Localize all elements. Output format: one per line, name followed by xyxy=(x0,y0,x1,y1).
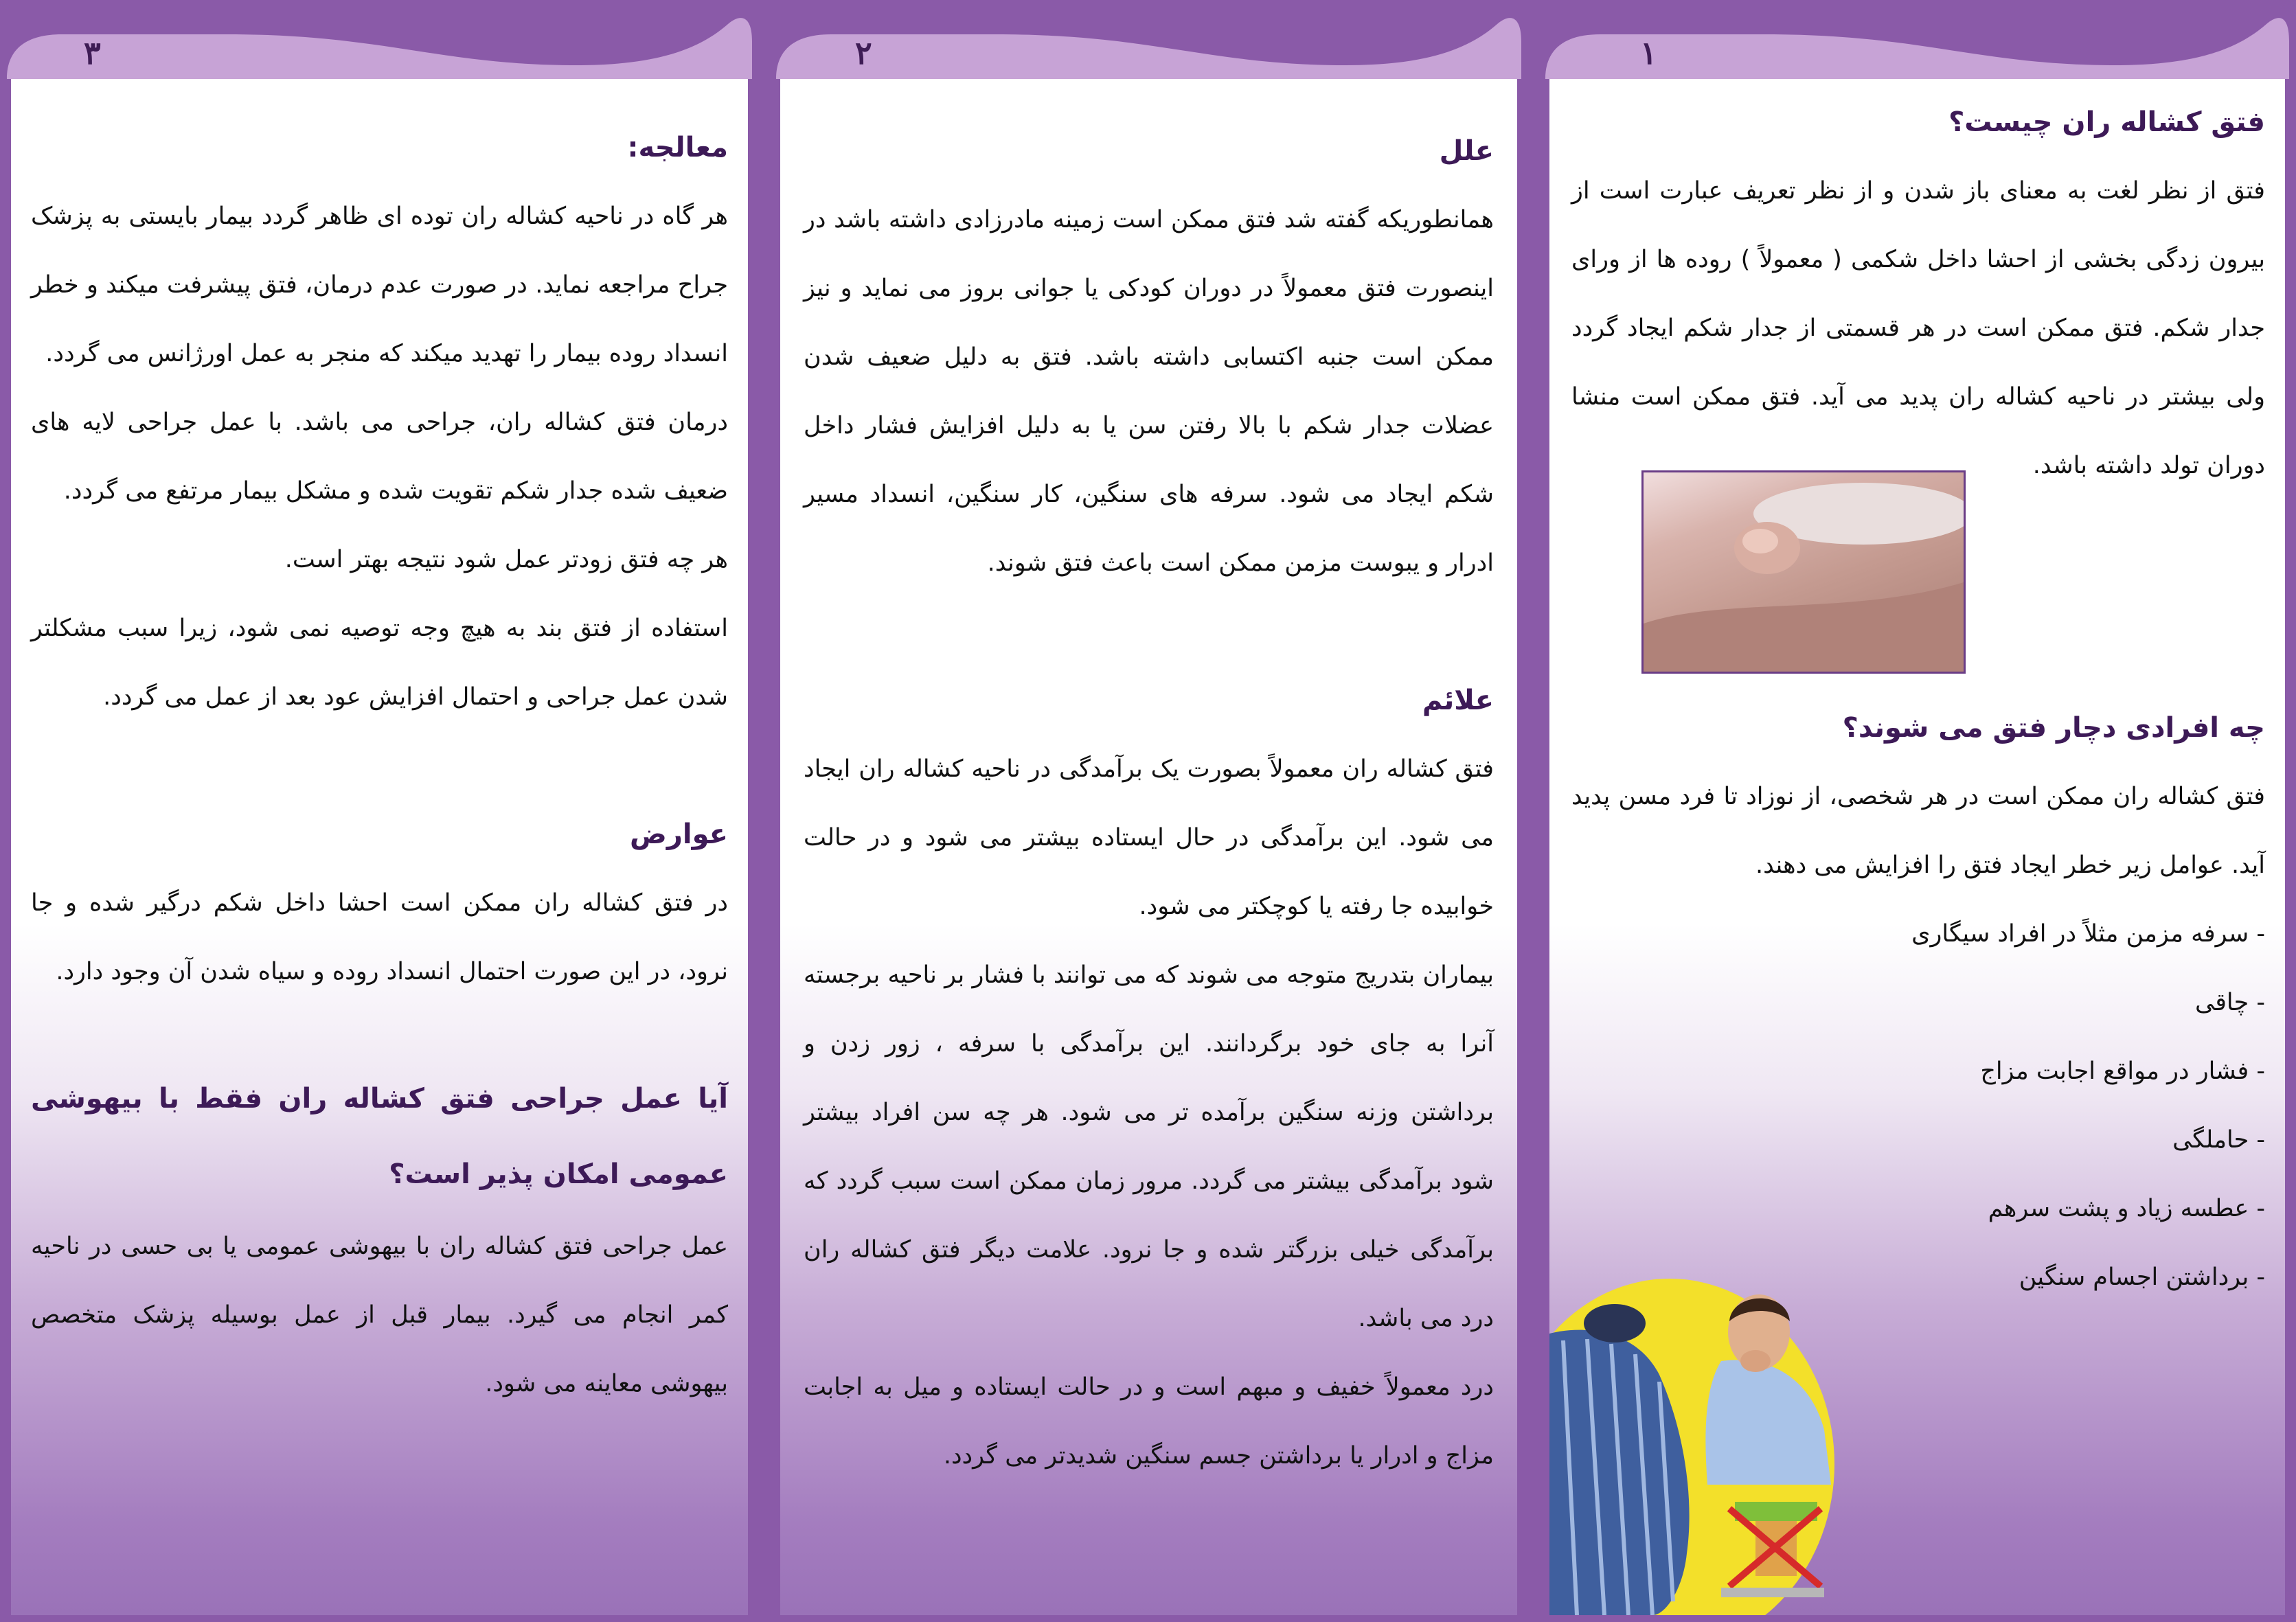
panel-page-1 xyxy=(1538,0,2296,1622)
risk-factor-item: - چاقی xyxy=(2195,989,2265,1016)
page-number: ۱ xyxy=(1640,34,1657,71)
who-paragraph: فتق کشاله ران ممکن است در هر شخصی، از نوزاد تا فرد مسن پدید آید. عوامل زیر خطر ایجاد فتق را افزایش می دهند. xyxy=(1571,783,2265,879)
intro-paragraph: فتق از نظر لغت به معنای باز شدن و از نظر تعریف عبارت است از بیرون زدگی بخشی از احشا داخل شکمی ( معمولاً ) روده ها از ورای جدار شکم. فتق ممکن است در هر قسمتی از جدار شکم ایجاد گردد ولی بیشتر در ناحیه کشاله ران پدید می آید. فتق ممکن است منشا دوران تولد داشته باشد. xyxy=(1571,177,2265,479)
causes-heading: علل xyxy=(1439,135,1494,167)
who-heading: چه افرادی دچار فتق می شوند؟ xyxy=(1842,712,2265,744)
symptoms-heading: علائم xyxy=(1422,685,1494,716)
risk-factors-illustration xyxy=(1549,1258,1865,1615)
panel-content-bottom xyxy=(1571,694,2265,1312)
symptoms-paragraph-3: درد معمولاً خفیف و مبهم است و در حالت ایستاده و میل به اجابت مزاج و ادرار یا برداشتن جسم سنگین شدیدتر می گردد. xyxy=(804,1373,1494,1470)
complications-heading: عوارض xyxy=(630,819,728,850)
panel-page-3 xyxy=(0,0,759,1622)
hernia-photo xyxy=(1641,470,1966,674)
risk-factor-item: - فشار در مواقع اجابت مزاج xyxy=(1980,1058,2265,1085)
risk-factor-item: - عطسه زیاد و پشت سرهم xyxy=(1988,1195,2265,1222)
symptoms-paragraph-1: فتق کشاله ران معمولاً بصورت یک برآمدگی در ناحیه کشاله ران ایجاد می شود. این برآمدگی در حال ایستاده بیشتر می شود و در حالت خوابیده جا رفته یا کوچکتر می شود. xyxy=(804,755,1494,920)
anesthesia-paragraph: عمل جراحی فتق کشاله ران با بیهوشی عمومی یا بی حسی در ناحیه کمر انجام می گیرد. بیمار قبل از عمل بوسیله پزشک متخصص بیهوشی معاینه می شود. xyxy=(31,1233,728,1397)
panel-page-2 xyxy=(769,0,1528,1622)
treatment-paragraph-4: استفاده از فتق بند به هیچ وجه توصیه نمی شود، زیرا سبب مشکلتر شدن عمل جراحی و احتمال افزایش عود بعد از عمل می گردد. xyxy=(31,615,728,711)
treatment-paragraph-2: درمان فتق کشاله ران، جراحی می باشد. با عمل جراحی لایه های ضعیف شده جدار شکم تقویت شده و مشکل بیمار مرتفع می گردد. xyxy=(31,409,728,505)
treatment-heading: معالجه: xyxy=(627,132,728,163)
page-number: ۲ xyxy=(855,34,872,71)
treatment-paragraph-3: هر چه فتق زودتر عمل شود نتیجه بهتر است. xyxy=(284,546,728,573)
anesthesia-heading: آیا عمل جراحی فتق کشاله ران فقط با بیهوشی عمومی امکان پذیر است؟ xyxy=(31,1083,728,1190)
risk-factor-item: - برداشتن اجسام سنگین xyxy=(2019,1264,2265,1291)
hernia-bulge-illustration xyxy=(1644,472,1964,672)
treatment-paragraph-1: هر گاه در ناحیه کشاله ران توده ای ظاهر گردد بیمار بایستی به پزشک جراح مراجعه نماید. در صورت عدم درمان، فتق پیشرفت میکند و خطر انسداد روده بیمار را تهدید میکند که منجر به عمل اورژانس می گردد. xyxy=(31,203,728,367)
risk-factor-item: - سرفه مزمن مثلاً در افراد سیگاری xyxy=(1911,920,2265,948)
risk-factor-item: - حاملگی xyxy=(2172,1126,2265,1154)
panel-content xyxy=(31,113,728,1418)
page-number: ۳ xyxy=(84,34,101,71)
panel-content-top xyxy=(1571,88,2265,500)
complications-paragraph: در فتق کشاله ران ممکن است احشا داخل شکم درگیر شده و جا نرود، در این صورت احتمال انسداد روده و سیاه شدن آن وجود دارد. xyxy=(31,889,728,985)
panel-content xyxy=(804,117,1494,1490)
symptoms-paragraph-2: بیماران بتدریج متوجه می شوند که می توانند با فشار بر ناحیه برجسته آنرا به جای خود برگردانند. این برآمدگی با سرفه ، زور زدن و برداشتن وزنه سنگین برآمده تر می شود. هر چه سن افراد بیشتر شود برآمدگی بیشتر می گردد. مرور زمان ممکن است سبب گردد که برآمدگی خیلی بزرگتر شده و جا نرود. علامت دیگر فتق کشاله ران درد می باشد. xyxy=(804,961,1494,1332)
causes-paragraph: همانطوریکه گفته شد فتق ممکن است زمینه مادرزادی داشته باشد در اینصورت فتق معمولاً در دوران کودکی یا جوانی بروز می نماید و نیز ممکن است جنبه اکتسابی داشته باشد. فتق به دلیل ضعیف شدن عضلات جدار شکم با بالا رفتن سن یا به دلیل افزایش فشار داخل شکم ایجاد می شود. سرفه های سنگین، کار سنگین، انسداد مسیر ادرار و یبوست مزمن ممکن است باعث فتق شوند. xyxy=(804,206,1494,577)
what-is-heading: فتق کشاله ران چیست؟ xyxy=(1948,106,2265,138)
